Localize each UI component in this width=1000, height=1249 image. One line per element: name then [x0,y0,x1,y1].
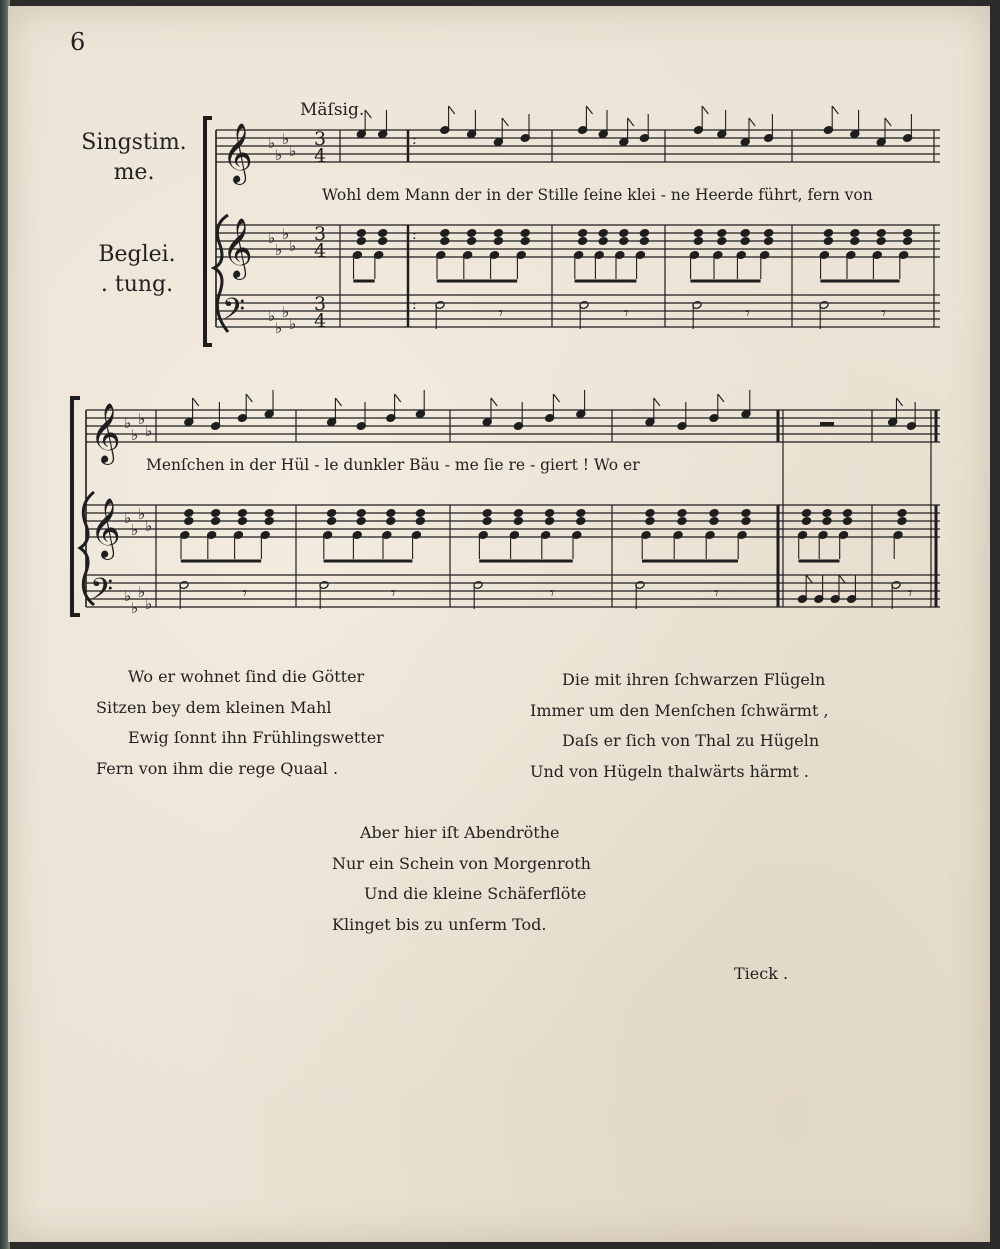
voice-label-line-1: Singstim. [81,130,187,155]
system-2-bass-key-flat: ♭ [131,599,139,617]
system-2-voice-treble-clef: 𝄞 [90,403,121,463]
system-1-treble-m4-notehead [823,237,833,246]
system-2-treble-m0-notehead [184,509,194,518]
system-1-treble-m3-notehead [764,237,774,246]
system-1-bass-m3-rest: 𝄾 [745,303,750,324]
system-2-treble-m2-notehead [576,517,586,526]
system-2-treble-m3-notehead [741,517,751,526]
stanza-right-line-4: Und von Hügeln thalwärts härmt . [530,761,809,781]
system-2-bass-m2-rest: 𝄾 [549,583,555,604]
system-2-treble-m3-notehead [677,509,687,518]
system-2-bass-key-flat: ♭ [138,583,146,601]
system-1-voice-key-flat: ♭ [268,134,276,152]
system-2-treble-m0-notehead [264,517,274,526]
system-2-treble-m5-notehead [801,517,811,526]
system-2-bass-key-flat: ♭ [145,595,153,613]
system-1-treble-m4-notehead [876,229,886,238]
accompaniment-label-line-1: Beglei. [98,242,176,267]
system-2-bass-m3-rest: 𝄾 [714,583,719,604]
system-1-voice-key-flat: ♭ [282,130,290,148]
system-2-treble-m5-notehead [842,509,852,518]
system-1-voice-m4-flag [885,118,891,126]
system-1-time-top: 3 [314,293,327,315]
system-2-treble-m1-notehead [356,509,366,518]
system-2-treble-m1-notehead [415,517,425,526]
system-1-treble-m3-notehead [764,229,774,238]
system-2-treble-m0-notehead [211,509,221,518]
system-2-treble-m0-notehead [184,517,194,526]
system-1-bass-m4-rest: 𝄾 [881,303,886,324]
system-1-treble-m4-notehead [823,229,833,238]
system-2-treble-m1-notehead [386,509,396,518]
system-2-treble-m1-notehead [327,509,337,518]
system-2-treble-m3-notehead [709,517,719,526]
system-2-bass-m6-rest: 𝄾 [907,583,913,604]
stanza-right [530,665,829,787]
system-1-treble-key-flat: ♭ [289,237,297,255]
system-2-treble-m6-notehead [897,509,907,518]
system-1-repeat-dots: : [412,297,417,313]
system-2-treble-m5-notehead [801,509,811,518]
system-1-treble-m4-notehead [876,237,886,246]
system-2-voice-m3-flag [718,394,724,402]
system-2-voice-m1-flag [335,398,341,406]
system-1-bass-key-flat: ♭ [268,307,276,325]
system-2-bracket [72,398,80,615]
system-2-voice-key-flat: ♭ [124,414,132,432]
accompaniment-label-line-2: . tung. [100,272,174,297]
system-1-treble-m3-notehead [693,229,703,238]
author-signature: Tieck . [734,964,789,983]
system-2-bass-m5-flag [839,575,845,583]
system-1-time-bottom: 4 [314,310,327,332]
system-1-treble-m3-notehead [693,237,703,246]
system-1-time-top: 3 [314,223,327,245]
system-2-treble-key-flat: ♭ [131,521,139,539]
page-number: 6 [70,28,86,56]
lyrics-system-1: Wohl dem Mann der in der Stille ſeine klei - ne Heerde führt, fern von [322,186,873,204]
system-2-treble-m6-notehead [897,517,907,526]
tempo-marking: Mäſsig. [300,100,365,120]
system-2-treble-m2-notehead [482,517,492,526]
system-2-treble-m0-notehead [264,509,274,518]
system-1-voice-m3-flag [749,118,755,126]
system-1-time-bottom: 4 [314,145,327,167]
system-1-voice-m2-flag [628,118,634,126]
system-2-voice-final-flag [896,398,902,406]
system-2-treble-m1-notehead [415,509,425,518]
system-1-time-top: 3 [314,128,327,150]
system-2-treble-m2-notehead [576,509,586,518]
system-2-bass-m1-rest: 𝄾 [390,583,396,604]
system-1-treble-m2-notehead [578,229,588,238]
system-2-piano-treble-clef: 𝄞 [90,498,121,558]
system-2-treble-m2-notehead [545,509,555,518]
system-1-pickup-treble-notehead [356,237,366,246]
system-2-treble-m5-notehead [822,517,832,526]
system-2-voice-m0-flag [193,398,199,406]
system-1-treble-m1-notehead [467,229,477,238]
system-1-treble-m1-notehead [467,237,477,246]
stanza-final-line-1: Aber hier iſt Abendröthe [360,823,560,842]
system-2-treble-m1-notehead [356,517,366,526]
stanza-left-line-3: Ewig ſonnt ihn Frühlingswetter [128,728,384,747]
system-1-repeat-dots: : [412,227,417,243]
system-1-treble-m2-notehead [619,237,629,246]
system-2-treble-m3-notehead [709,509,719,518]
stanza-left-line-1: Wo er wohnet ſind die Götter [128,667,365,686]
system-1-pickup-treble-notehead [356,229,366,238]
system-2-treble-m1-notehead [386,517,396,526]
system-2-bass-m5-flag [806,575,812,583]
system-1-voice-key-flat: ♭ [275,146,283,164]
system-1-treble-m4-notehead [903,237,913,246]
system-2-voice-key-flat: ♭ [145,422,153,440]
voice-label-line-2: me. [113,160,155,185]
system-2-treble-m3-notehead [645,509,655,518]
system-2-voice-m1-flag [395,394,401,402]
system-1-voice-m1-flag [449,106,455,114]
system-1-treble-m2-notehead [578,237,588,246]
system-1-voice-treble-clef: 𝄞 [222,123,253,183]
system-2-treble-m5-notehead [842,517,852,526]
system-2-treble-m2-notehead [513,517,523,526]
stanza-left [96,662,384,784]
system-1-treble-m1-notehead [493,237,503,246]
system-2-treble-m2-notehead [513,509,523,518]
system-1-treble-m1-notehead [520,237,530,246]
system-1-treble-m2-notehead [598,237,608,246]
stanza-right-line-2: Immer um den Menſchen ſchwärmt , [530,700,829,720]
stanza-final [332,818,591,940]
system-2-treble-m3-notehead [741,509,751,518]
system-1-treble-m4-notehead [850,237,860,246]
system-2-voice-key-flat: ♭ [131,426,139,444]
system-1-treble-key-flat: ♭ [275,241,283,259]
system-2-voice-key-flat: ♭ [138,410,146,428]
stanza-final-line-3: Und die kleine Schäferflöte [364,884,587,903]
system-1-treble-m3-notehead [740,229,750,238]
system-2-treble-m0-notehead [211,517,221,526]
system-2-treble-key-flat: ♭ [124,509,132,527]
system-1-treble-m4-notehead [850,229,860,238]
system-1-treble-m2-notehead [639,237,649,246]
system-1-piano-treble-clef: 𝄞 [222,218,253,278]
system-1-voice-m3-flag [702,106,708,114]
system-1-treble-m2-notehead [619,229,629,238]
system-1-treble-m3-notehead [717,229,727,238]
system-1-treble-m1-notehead [493,229,503,238]
system-1-bass-m2-rest: 𝄾 [623,303,629,324]
system-2-whole-rest [820,422,834,426]
system-2-treble-m2-notehead [482,509,492,518]
system-1-voice-m2-flag [586,106,592,114]
system-1-treble-m2-notehead [598,229,608,238]
system-2-voice-m2-flag [491,398,497,406]
system-2-treble-key-flat: ♭ [145,517,153,535]
system-2-treble-m1-notehead [327,517,337,526]
system-1-pickup-voice-flag [365,110,371,118]
stanza-final-line-4: Klinget bis zu unſerm Tod. [332,914,547,934]
system-1-bass-key-flat: ♭ [289,315,297,333]
system-1-bracket [205,118,212,345]
system-2-voice-m2-flag [553,394,559,402]
system-1-treble-key-flat: ♭ [268,229,276,247]
stanza-right-line-1: Die mit ihren ſchwarzen Flügeln [562,670,826,689]
system-1-treble-m1-notehead [520,229,530,238]
system-1-pickup-treble-notehead [378,237,388,246]
system-2-treble-m2-notehead [545,517,555,526]
system-2-treble-m3-notehead [645,517,655,526]
system-2-treble-m0-notehead [237,517,247,526]
system-1-voice-m4-flag [832,106,838,114]
stanza-left-line-2: Sitzen bey dem kleinen Mahl [96,697,332,717]
stanza-final-line-2: Nur ein Schein von Morgenroth [332,853,591,873]
lyrics-system-2: Menſchen in der Hül - le dunkler Bäu - me ſie re - giert ! Wo er [146,456,640,474]
system-1-treble-m3-notehead [717,237,727,246]
system-1-pickup-treble-notehead [378,229,388,238]
system-1-voice-key-flat: ♭ [289,142,297,160]
system-1-repeat-dots: : [412,132,417,148]
system-1-treble-m1-notehead [440,237,450,246]
system-2-bass-m0-rest: 𝄾 [242,583,248,604]
stanza-right-line-3: Daſs er ſich von Thal zu Hügeln [562,731,820,750]
system-1-treble-m1-notehead [440,229,450,238]
system-1-treble-m3-notehead [740,237,750,246]
system-2-bass-key-flat: ♭ [124,587,132,605]
system-2-voice-m0-flag [246,394,252,402]
system-2-voice-m3-flag [654,398,660,406]
system-1-treble-m4-notehead [903,229,913,238]
system-2-treble-m3-notehead [677,517,687,526]
system-2-treble-m0-notehead [237,509,247,518]
system-2-treble-m5-notehead [822,509,832,518]
system-2-treble-key-flat: ♭ [138,505,146,523]
system-1-bass-m1-rest: 𝄾 [498,303,504,324]
system-1-bass-clef: 𝄢 [222,293,246,334]
system-1-treble-key-flat: ♭ [282,225,290,243]
system-1-treble-m2-notehead [639,229,649,238]
system-2-bass-clef: 𝄢 [90,573,114,614]
system-1-bass-key-flat: ♭ [282,303,290,321]
system-1-bass-key-flat: ♭ [275,319,283,337]
system-1-voice-m1-flag [502,118,508,126]
stanza-left-line-4: Fern von ihm die rege Quaal . [96,758,339,778]
system-1-time-bottom: 4 [314,240,327,262]
